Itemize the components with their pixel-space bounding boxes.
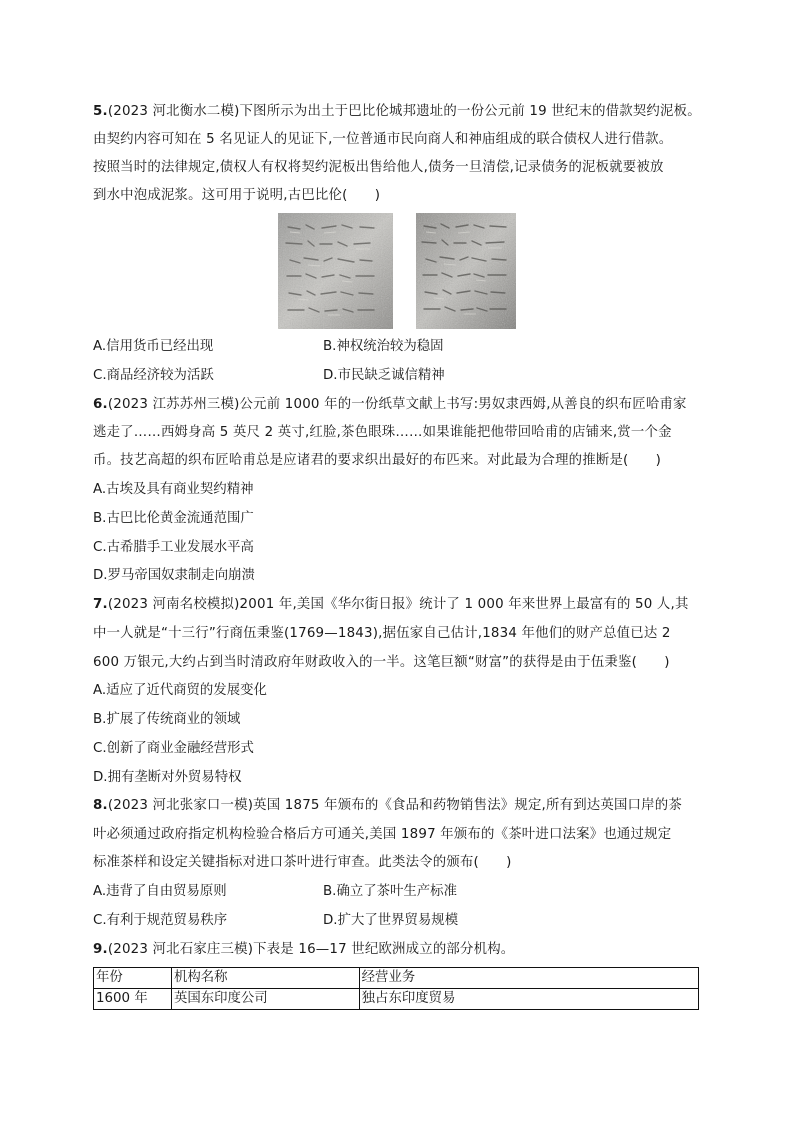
clay-tablet-image-right bbox=[416, 213, 516, 329]
q6-line-2: 逃走了……西姆身高 5 英尺 2 英寸,红脸,茶色眼珠……如果谁能把他带回哈甫的店铺来,赏一个金 bbox=[93, 425, 672, 440]
institutions-table bbox=[93, 967, 699, 1010]
q6-text-1: (2023 江苏苏州三模)公元前 1000 年的一份纸草文献上书写:男奴隶西姆,从善良的织布匠哈甫家 bbox=[107, 397, 687, 412]
q5-option-c[interactable]: C.商品经济较为活跃 bbox=[93, 368, 214, 383]
q5-line-3: 按照当时的法律规定,债权人有权将契约泥板出售给他人,债务一旦清偿,记录债务的泥板就要被放 bbox=[93, 160, 664, 175]
table-header-row bbox=[94, 968, 699, 989]
q5-option-d[interactable]: D.市民缺乏诚信精神 bbox=[323, 368, 445, 383]
q5-option-a[interactable]: A.信用货币已经出现 bbox=[93, 339, 214, 354]
table-row bbox=[94, 989, 699, 1010]
table-cell-business: 独占东印度贸易 bbox=[359, 989, 698, 1010]
clay-tablet-image-left bbox=[278, 213, 393, 329]
q5-line-2: 由契约内容可知在 5 名见证人的见证下,一位普通市民向商人和神庙组成的联合债权人进行借款。 bbox=[93, 132, 673, 147]
q8-option-c[interactable]: C.有利于规范贸易秩序 bbox=[93, 913, 228, 928]
q7-line-3: 600 万银元,大约占到当时清政府年财政收入的一半。这笔巨额“财富”的获得是由于伍秉鉴( ) bbox=[93, 655, 670, 670]
table-header-business: 经营业务 bbox=[359, 968, 698, 989]
table-cell-institution: 英国东印度公司 bbox=[171, 989, 359, 1010]
table-cell-year: 1600 年 bbox=[94, 989, 172, 1010]
q7-option-a[interactable]: A.适应了近代商贸的发展变化 bbox=[93, 683, 267, 698]
q5-line-4: 到水中泡成泥浆。这可用于说明,古巴比伦( ) bbox=[93, 188, 381, 203]
q7-text-1: (2023 河南名校模拟)2001 年,美国《华尔街日报》统计了 1 000 年来世界上最富有的 50 人,其 bbox=[107, 597, 689, 612]
q8-number: 8. bbox=[93, 798, 108, 813]
q7-line-2: 中一人就是“十三行”行商伍秉鉴(1769—1843),据伍家自己估计,1834 年他们的财产总值已达 2 bbox=[93, 626, 671, 641]
q8-line-1 bbox=[93, 796, 682, 816]
q8-option-a[interactable]: A.违背了自由贸易原则 bbox=[93, 884, 227, 899]
q5-number: 5. bbox=[93, 104, 108, 119]
q6-option-c[interactable]: C.古希腊手工业发展水平高 bbox=[93, 540, 254, 555]
q9-number: 9. bbox=[93, 942, 108, 957]
q8-text-1: (2023 河北张家口一模)英国 1875 年颁布的《食品和药物销售法》规定,所有到达英国口岸的茶 bbox=[107, 798, 682, 813]
table-header-institution: 机构名称 bbox=[171, 968, 359, 989]
q8-option-b[interactable]: B.确立了茶叶生产标准 bbox=[323, 884, 457, 899]
q7-number: 7. bbox=[93, 597, 108, 612]
q8-option-d[interactable]: D.扩大了世界贸易规模 bbox=[323, 913, 459, 928]
q8-line-2: 叶必须通过政府指定机构检验合格后方可通关,美国 1897 年颁布的《茶叶进口法案》也通过规定 bbox=[93, 827, 672, 842]
q8-line-3: 标准茶样和设定关键指标对进口茶叶进行审查。此类法令的颁布( ) bbox=[93, 855, 512, 870]
q6-number: 6. bbox=[93, 397, 108, 412]
q9-text-1: (2023 河北石家庄三模)下表是 16—17 世纪欧洲成立的部分机构。 bbox=[107, 942, 515, 957]
q6-line-3: 币。技艺高超的织布匠哈甫总是应诸君的要求织出最好的布匹来。对此最为合理的推断是( ) bbox=[93, 453, 662, 468]
q6-option-a[interactable]: A.古埃及具有商业契约精神 bbox=[93, 482, 254, 497]
table-header-year: 年份 bbox=[94, 968, 172, 989]
q7-option-b[interactable]: B.扩展了传统商业的领域 bbox=[93, 712, 241, 727]
q5-line-1 bbox=[93, 102, 701, 122]
q7-line-1 bbox=[93, 595, 689, 615]
q7-option-d[interactable]: D.拥有垄断对外贸易特权 bbox=[93, 770, 242, 785]
q9-line-1 bbox=[93, 940, 514, 960]
q6-option-b[interactable]: B.古巴比伦黄金流通范围广 bbox=[93, 511, 254, 526]
q5-option-b[interactable]: B.神权统治较为稳固 bbox=[323, 339, 444, 354]
q7-option-c[interactable]: C.创新了商业金融经营形式 bbox=[93, 741, 254, 756]
q6-line-1 bbox=[93, 395, 687, 415]
q5-text-1: (2023 河北衡水二模)下图所示为出土于巴比伦城邦遗址的一份公元前 19 世纪末的借款契约泥板。 bbox=[107, 104, 701, 119]
q6-option-d[interactable]: D.罗马帝国奴隶制走向崩溃 bbox=[93, 568, 255, 583]
